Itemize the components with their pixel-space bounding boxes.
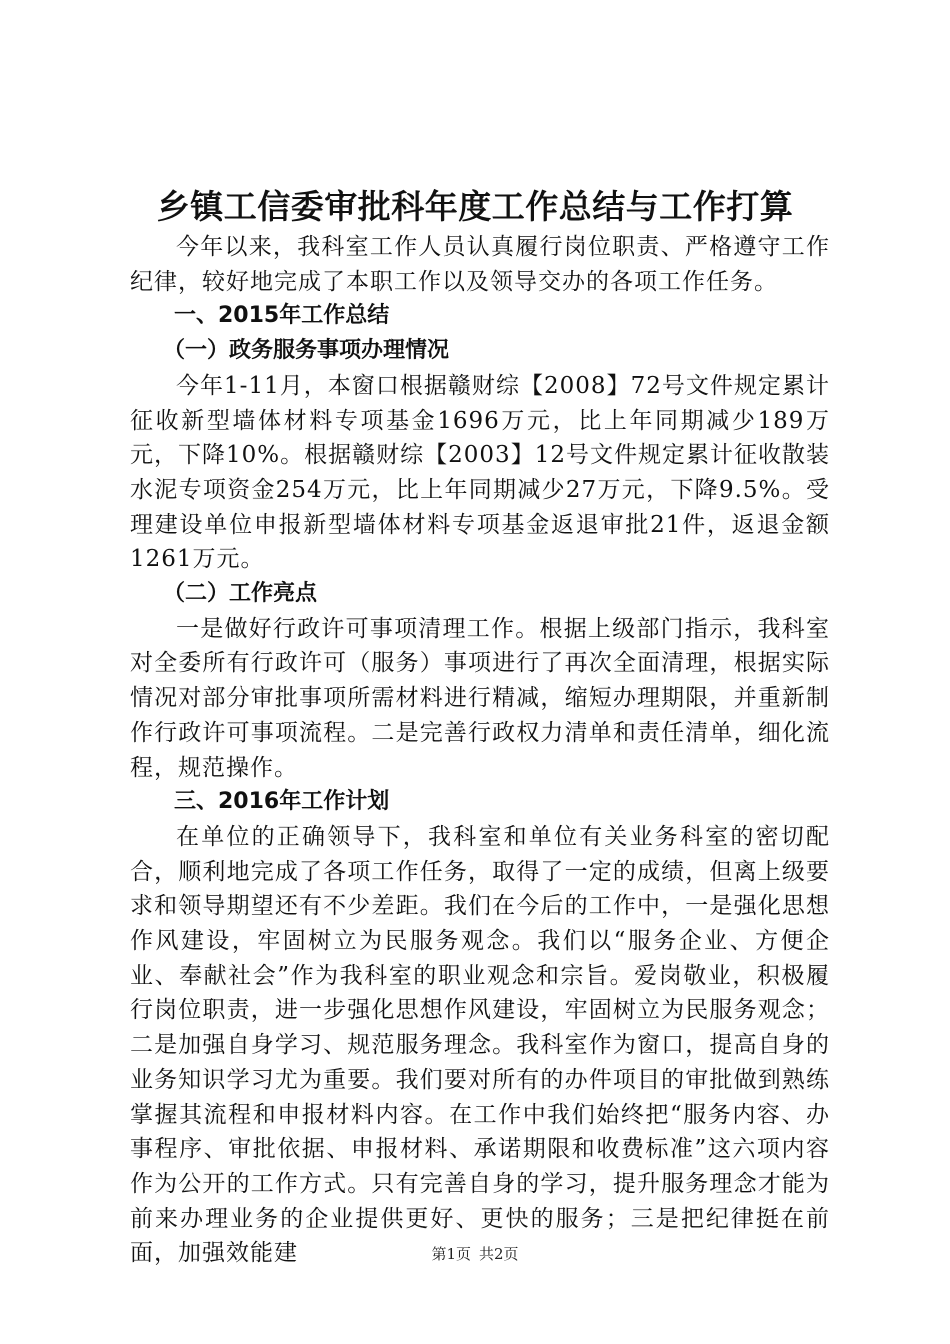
section-heading-2015-summary: 一、2015年工作总结 — [174, 303, 390, 329]
subsection-heading-highlights: （二）工作亮点 — [163, 581, 318, 607]
page-total: 共2页 — [479, 1245, 519, 1263]
subsection-heading-service-items: （一）政务服务事项办理情况 — [163, 338, 450, 364]
document-body — [130, 230, 830, 1271]
intro-paragraph: 今年以来，我科室工作人员认真履行岗位职责、严格遵守工作纪律，较好地完成了本职工作以及领导交办的各项工作任务。 — [130, 234, 830, 295]
page-number: 第1页 — [431, 1245, 471, 1263]
page-footer — [0, 1244, 950, 1264]
section-heading-2016-plan: 三、2016年工作计划 — [174, 789, 390, 815]
plan-paragraph: 在单位的正确领导下，我科室和单位有关业务科室的密切配合，顺利地完成了各项工作任务，取得了一定的成绩，但离上级要求和领导期望还有不少差距。我们在今后的工作中，一是强化思想作风建设，牢固树立为民服务观念。我们以“服务企业、方便企业、奉献社会”作为我科室的职业观念和宗旨。爱岗敬业，积极履行岗位职责，进一步强化思想作风建设，牢固树立为民服务观念；二是加强自身学习、规范服务理念。我科室作为窗口，提高自身的业务知识学习尤为重要。我们要对所有的办件项目的审批做到熟练掌握其流程和申报材料内容。在工作中我们始终把“服务内容、办事程序、审批依据、申报材料、承诺期限和收费标准”这六项内容作为公开的工作方式。只有完善自身的学习，提升服务理念才能为前来办理业务的企业提供更好、更快的服务；三是把纪律挺在前面，加强效能建 — [130, 823, 830, 1267]
highlights-paragraph: 一是做好行政许可事项清理工作。根据上级部门指示，我科室对全委所有行政许可（服务）事项进行了再次全面清理，根据实际情况对部分审批事项所需材料进行精减，缩短办理期限，并重新制作行政许可事项流程。二是完善行政权力清单和责任清单，细化流程，规范操作。 — [130, 615, 830, 781]
service-items-paragraph: 今年1-11月，本窗口根据赣财综【2008】72号文件规定累计征收新型墙体材料专项基金1696万元，比上年同期减少189万元，下降10%。根据赣财综【2003】12号文件规定累计征收散装水泥专项资金254万元，比上年同期减少27万元，下降9.5%。受理建设单位申报新型墙体材料专项基金返退审批21件，返退金额1261万元。 — [130, 372, 830, 573]
document-title: 乡镇工信委审批科年度工作总结与工作打算 — [156, 187, 794, 226]
